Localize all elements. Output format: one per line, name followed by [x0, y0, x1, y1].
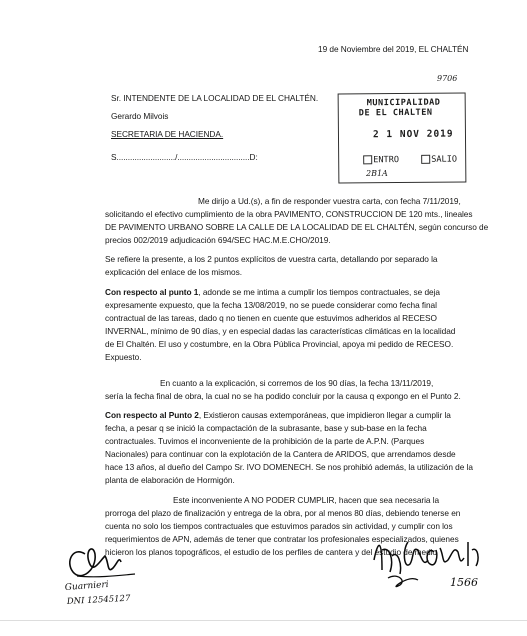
stamp-date: 2 1 NOV 2019: [372, 128, 454, 141]
p2-line-2: explicación del enlace de los mismos.: [105, 267, 242, 277]
p6-line-1: Este inconveniente A NO PODER CUMPLIR, hacen que sea necesaria la: [173, 495, 440, 505]
letter-date: 19 de Noviembre del 2019, EL CHALTÉN: [318, 44, 469, 54]
checkbox-icon: [421, 155, 430, 164]
left-signature-name: Guarnieri: [64, 579, 109, 593]
p5-line-6: planta de elaboración de Hormigón.: [105, 475, 235, 485]
p3-lead: Con respecto al punto 1: [105, 287, 199, 297]
p5-line-2: fecha, a pesar q se inició la compactación de la subrasante, base y sub-base en la fecha: [105, 423, 427, 433]
p2-line-1: Se refiere la presente, a los 2 puntos explícitos de vuestra carta, detallando por separado la: [105, 254, 438, 264]
p4-line-1: En cuanto a la explicación, si corremos de los 90 días, la fecha 13/11/2019,: [160, 378, 434, 388]
stamp-line-1: MUNICIPALIDAD: [366, 97, 441, 109]
p3-line-5: de El Chaltén. El uso y costumbre, en la Obra Pública Provincial, apoya mi pedido de RECESO.: [105, 339, 454, 349]
p3-line-6: Expuesto.: [105, 352, 142, 362]
stamp-handwritten-note: 2B1A: [366, 169, 388, 178]
p3-line-1: [105, 287, 440, 297]
p1-line-4: precios 002/2019 adjudicación 694/SEC HAC.M.E.CHO/2019.: [105, 235, 331, 245]
checkbox-icon: [363, 155, 372, 164]
p3-line-2: expresamente expuesto, que la fecha 13/08/2019, no se puede considerar como fecha final: [105, 300, 437, 310]
p5-line-5: hace 13 años, al dueño del Campo Sr. IVO DOMENECH. Se nos prohibió además, la utilización de la: [105, 462, 473, 472]
municipality-reception-stamp: [338, 92, 467, 183]
p6-line-2: prorroga del plazo de finalización y entrega de la obra, por al menos 80 días, debiendo tenerse en: [105, 508, 461, 518]
scan-divider: [0, 620, 527, 621]
stamp-line-2: DE EL CHALTEN: [358, 107, 433, 119]
p1-line-2: solicitando el efectivo cumplimiento de la obra PAVIMENTO, CONSTRUCCION DE 120 mts., lineales: [105, 209, 473, 219]
p5-line-3: contractuales. Tuvimos el inconveniente de la prohibición de la parte de A.P.N. (Parques: [105, 436, 425, 446]
p1-line-1: Me dirijo a Ud.(s), a fin de responder vuestra carta, con fecha 7/11/2019,: [198, 196, 461, 206]
right-signature-number: 1566: [450, 576, 478, 589]
handwritten-corner-note: 9706: [437, 74, 458, 83]
stamp-entrada: ENTRO: [363, 155, 399, 165]
left-signature-id: DNI 12545127: [66, 593, 131, 607]
p5-line-4: Nacionales) para continuar con la explotación de la Cantera de ARIDOS, que arrendamos desde: [105, 449, 456, 459]
right-signature: [368, 520, 508, 600]
recipient-line-1: Sr. INTENDENTE DE LA LOCALIDAD DE EL CHALTÉN.: [111, 93, 319, 103]
stamp-salida: SALIO: [421, 155, 457, 165]
left-signature: [55, 532, 175, 612]
p1-line-3: DE PAVIMENTO URBANO SOBRE LA CALLE DE LA LOCALIDAD DE EL CHALTÉN, según concurso de: [105, 222, 489, 232]
p6-line-4: requerimientos de APN, además de tener que contratar los profesionales especializados, quienes: [105, 534, 459, 544]
recipient-line-2: Gerardo Milvois: [111, 111, 169, 121]
p3-line-1-text: , adonde se me intima a cumplir los tiempos contractuales, se deja: [198, 287, 440, 297]
p5-line-1: [105, 410, 451, 420]
p6-line-5: hicieron los planos topográficos, el estudio de los perfiles de cantera y del estudio de medio: [105, 547, 437, 557]
p5-line-1-text: , Existieron causas extemporáneas, que impidieron llegar a cumplir la: [198, 410, 451, 420]
p3-line-3: contractual de las tareas, dado q no tienen en cuente que estuvimos adheridos al RECESO: [105, 313, 437, 323]
p6-line-3: cuenta no solo los tiempos contractuales que estuvimos parados sin actividad, y cumplir con los: [105, 521, 453, 531]
p4-line-2: sería la fecha final de obra, la cual no se ha podido concluir por la causa q expongo en el Punto 2.: [105, 391, 461, 401]
recipient-line-3: SECRETARIA DE HACIENDA.: [111, 129, 224, 139]
p5-lead: Con respecto al Punto 2: [105, 410, 199, 420]
recipient-salutation: S........................../................................D:: [111, 152, 258, 162]
p3-line-4: INVERNAL, mínimo de 90 días, y en especial dadas las características climáticas en la localidad: [105, 326, 456, 336]
